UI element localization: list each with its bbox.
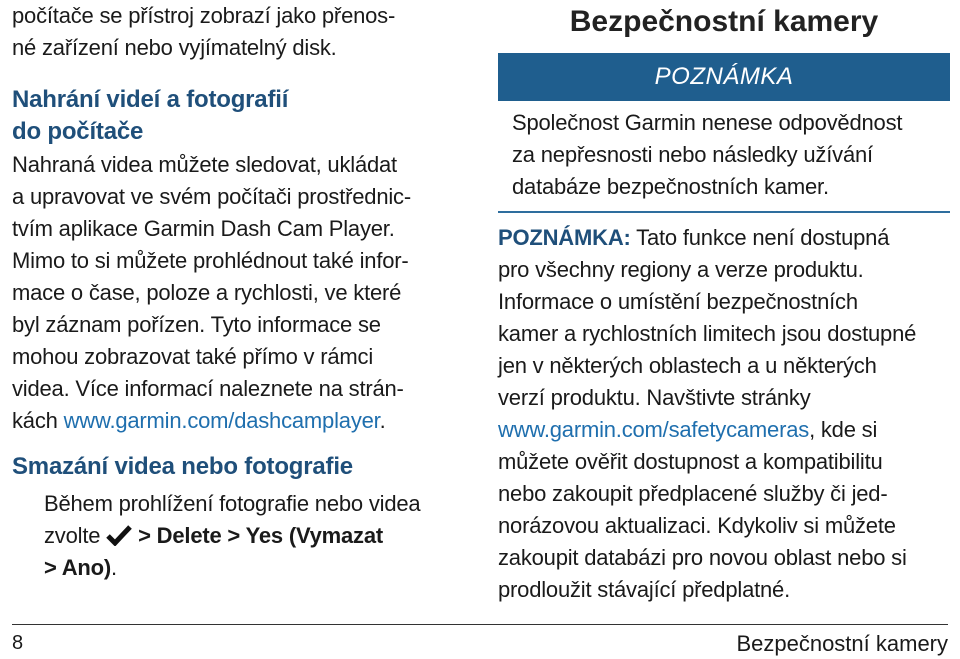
menu-path: > Ano) <box>44 555 112 580</box>
note-line <box>498 222 950 254</box>
page-number: 8 <box>12 632 24 654</box>
body-line: tvím aplikace Garmin Dash Cam Player. <box>12 216 395 241</box>
note-line: za nepřesnosti nebo následky užívání <box>512 142 873 167</box>
body-text: kách <box>12 408 64 433</box>
body-line: Nahraná videa můžete sledovat, ukládat <box>12 152 397 177</box>
intro-line: počítače se přístroj zobrazí jako přenos- <box>12 3 396 28</box>
note-body <box>498 101 950 203</box>
dashcamplayer-link[interactable]: www.garmin.com/dashcamplayer <box>63 408 380 433</box>
body-line: prodloužit stávající předplatné. <box>498 577 790 602</box>
body-line: nebo zakoupit předplacené služby či jed- <box>498 481 888 506</box>
body-line: Během prohlížení fotografie nebo videa <box>44 491 421 516</box>
body-line: pro všechny regiony a verze produktu. <box>498 257 864 282</box>
body-text: Tato funkce není dostupná <box>630 225 890 250</box>
body-line: mace o čase, poloze a rychlosti, ve které <box>12 280 402 305</box>
checkmark-icon <box>106 523 132 545</box>
menu-path: > Delete > Yes (Vymazat <box>138 523 384 548</box>
footer-section-title: Bezpečnostní kamery <box>736 631 948 656</box>
section-heading-delete: Smazání videa nebo fotografie <box>12 453 353 480</box>
note-box <box>498 53 950 213</box>
page-title: Bezpečnostní kamery <box>569 5 879 38</box>
body-line: kamer a rychlostních limitech jsou dostupné <box>498 321 917 346</box>
safetycameras-link[interactable]: www.garmin.com/safetycameras <box>498 417 810 442</box>
note-line: Společnost Garmin nenese odpovědnost <box>512 110 903 135</box>
body-line: byl záznam pořízen. Tyto informace se <box>12 312 381 337</box>
body-line-with-link <box>498 414 950 446</box>
body-line: Mimo to si můžete prohlédnout také infor- <box>12 248 409 273</box>
note-line: databáze bezpečnostních kamer. <box>512 174 829 199</box>
note-header: POZNÁMKA <box>498 53 950 101</box>
instruction-line <box>12 552 457 584</box>
body-line: jen v některých oblastech a u některých <box>498 353 877 378</box>
body-line-with-link <box>12 405 457 437</box>
right-body <box>498 222 950 606</box>
note-label: POZNÁMKA: <box>498 225 631 250</box>
instruction-line <box>12 520 457 552</box>
section-heading-upload-cont: do počítače <box>12 118 144 145</box>
body-text: zvolte <box>44 523 101 548</box>
footer-divider <box>12 624 948 625</box>
body-line: zakoupit databázi pro novou oblast nebo si <box>498 545 907 570</box>
body-text: , kde si <box>809 417 878 442</box>
body-text: . <box>111 555 117 580</box>
body-line: Informace o umístění bezpečnostních <box>498 289 858 314</box>
left-column <box>12 0 457 584</box>
body-line: můžete ověřit dostupnost a kompatibilitu <box>498 449 883 474</box>
body-line: videa. Více informací naleznete na strán- <box>12 376 404 401</box>
body-line: mohou zobrazovat také přímo v rámci <box>12 344 374 369</box>
body-line: a upravovat ve svém počítači prostřednic- <box>12 184 411 209</box>
body-line: norázovou aktualizaci. Kdykoliv si můžete <box>498 513 896 538</box>
body-text: . <box>379 408 386 433</box>
section-heading-upload: Nahrání videí a fotografií <box>12 86 289 113</box>
body-line: verzí produktu. Navštivte stránky <box>498 385 811 410</box>
note-divider <box>498 211 950 213</box>
intro-line: né zařízení nebo vyjímatelný disk. <box>12 35 337 60</box>
